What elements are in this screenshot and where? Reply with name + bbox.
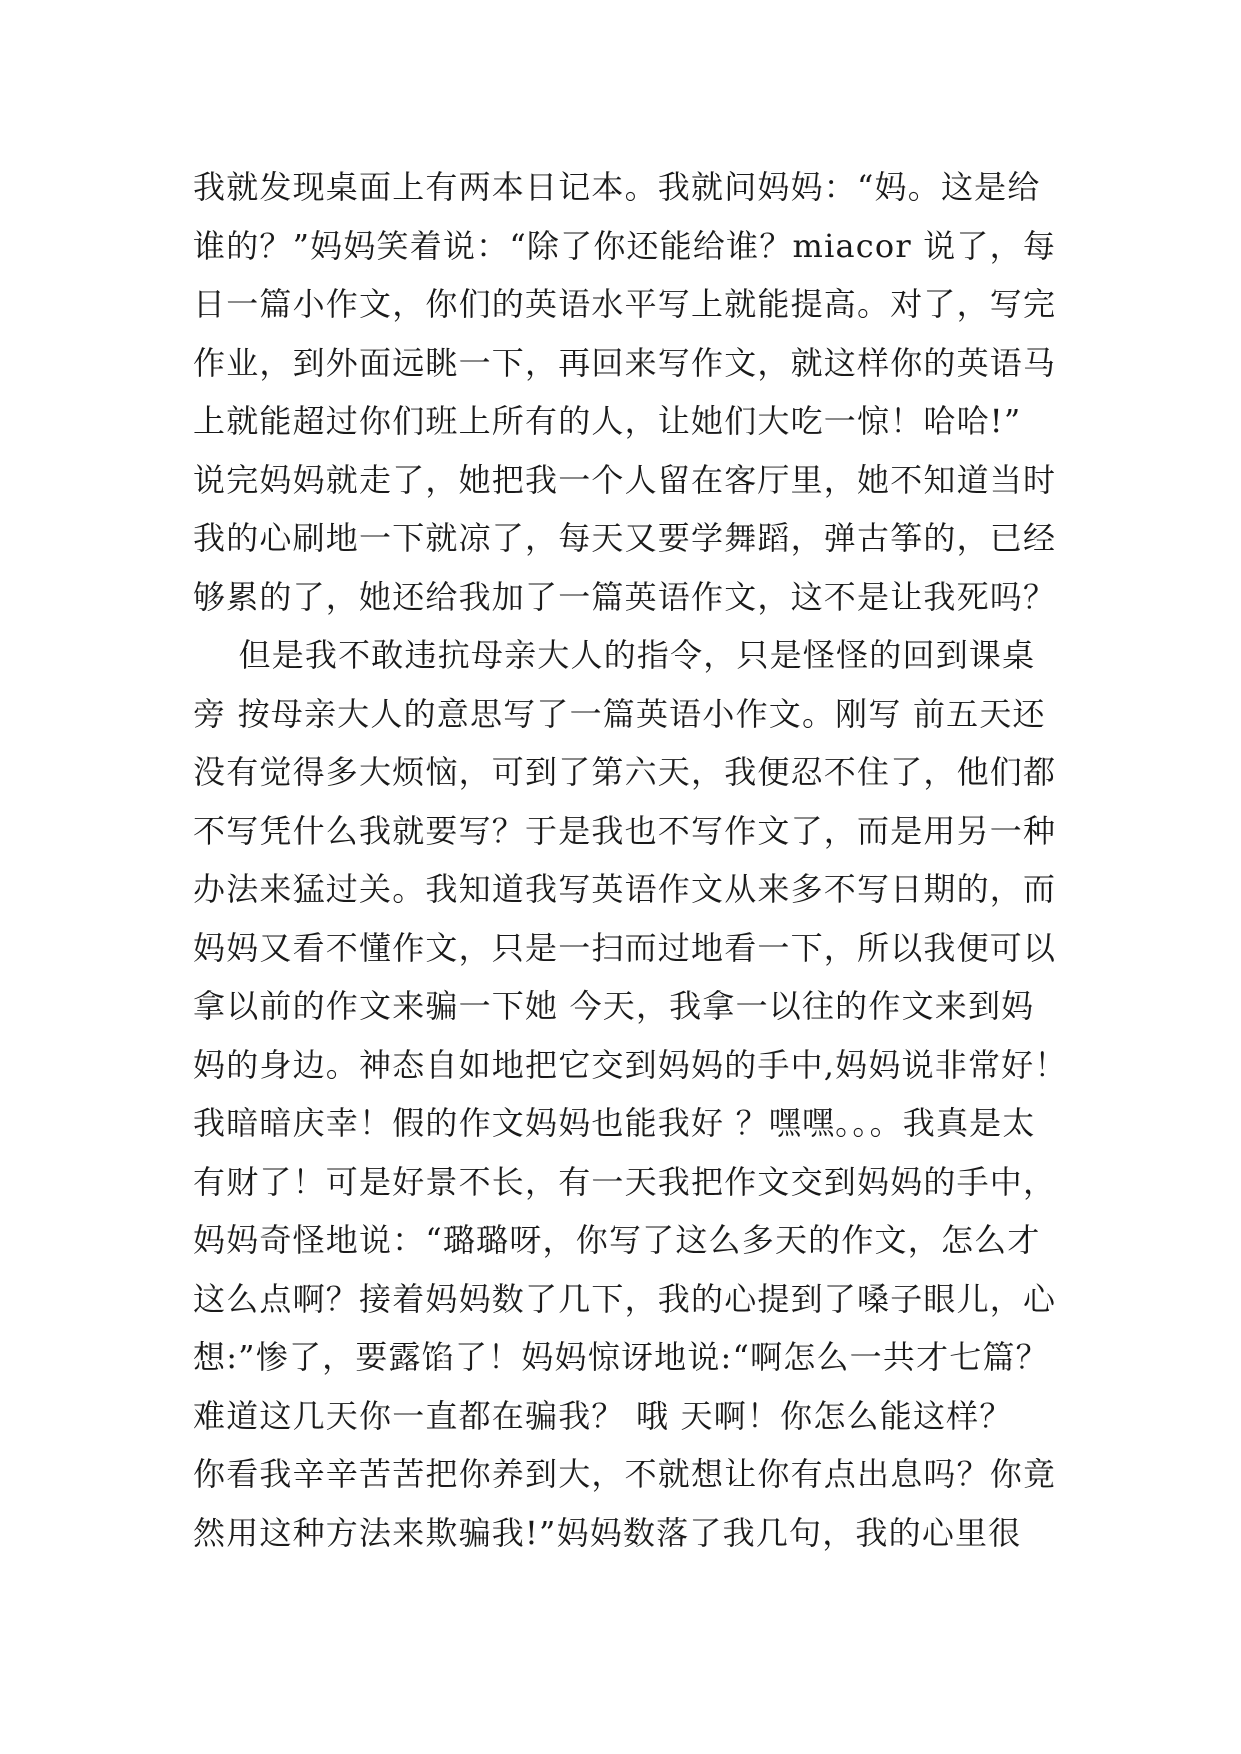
text-line: 你看我辛辛苦苦把你养到大，不就想让你有点出息吗？你竟 (193, 1455, 1057, 1493)
text-line: 有财了！可是好景不长，有一天我把作文交到妈妈的手中， (193, 1162, 1057, 1201)
text-line: 妈妈又看不懂作文，只是一扫而过地看一下，所以我便可以 (193, 928, 1057, 967)
text-line: 我暗暗庆幸！假的作文妈妈也能我好 ？嘿嘿。。。我真是太 (193, 1104, 1036, 1142)
text-line: 说完妈妈就走了，她把我一个人留在客厅里，她不知道当时 (193, 460, 1057, 499)
text-line: 没有觉得多大烦恼，可到了第六天，我便忍不住了，他们都 (193, 753, 1057, 791)
text-line: 难道这几天你一直都在骗我？ 哦 天啊！你怎么能这样？ (193, 1396, 1013, 1435)
text-line: 妈的身边。神态自如地把它交到妈妈的手中,妈妈说非常好！ (193, 1045, 1068, 1084)
text-line: 作业，到外面远眺一下，再回来写作文，就这样你的英语马 (193, 343, 1057, 382)
text-line: 拿以前的作文来骗一下她 今天，我拿一以往的作文来到妈 (193, 987, 1035, 1025)
text-line: 上就能超过你们班上所有的人，让她们大吃一惊！哈哈!” (193, 402, 1022, 440)
text-line: 妈妈奇怪地说：“璐璐呀，你写了这么多天的作文，怎么才 (193, 1221, 1041, 1259)
text-line: 我就发现桌面上有两本日记本。我就问妈妈：“妈。这是给 (193, 168, 1041, 206)
text-line: 但是我不敢违抗母亲大人的指令，只是怪怪的回到课桌 (193, 636, 1036, 674)
text-line: 然用这种方法来欺骗我!”妈妈数落了我几句，我的心里很 (193, 1513, 1022, 1552)
text-line: 谁的？”妈妈笑着说：“除了你还能给谁？miacor 说了，每 (193, 226, 1057, 265)
text-line: 旁 按母亲大人的意思写了一篇英语小作文。刚写 前五天还 (193, 694, 1046, 733)
text-line: 我的心刷地一下就凉了，每天又要学舞蹈，弹古筝的，已经 (193, 519, 1057, 557)
text-line: 不写凭什么我就要写？于是我也不写作文了，而是用另一种 (193, 811, 1057, 850)
text-line: 想:”惨了，要露馅了！妈妈惊讶地说:“啊怎么一共才七篇？ (193, 1338, 1049, 1376)
text-line: 这么点啊？接着妈妈数了几下，我的心提到了嗓子眼儿，心 (193, 1279, 1057, 1318)
document-body (193, 158, 1073, 1562)
text-line: 够累的了，她还给我加了一篇英语作文，这不是让我死吗？ (193, 577, 1057, 616)
text-line: 日一篇小作文，你们的英语水平写上就能提高。对了，写完 (193, 285, 1057, 323)
text-line: 办法来猛过关。我知道我写英语作文从来多不写日期的，而 (193, 870, 1057, 908)
